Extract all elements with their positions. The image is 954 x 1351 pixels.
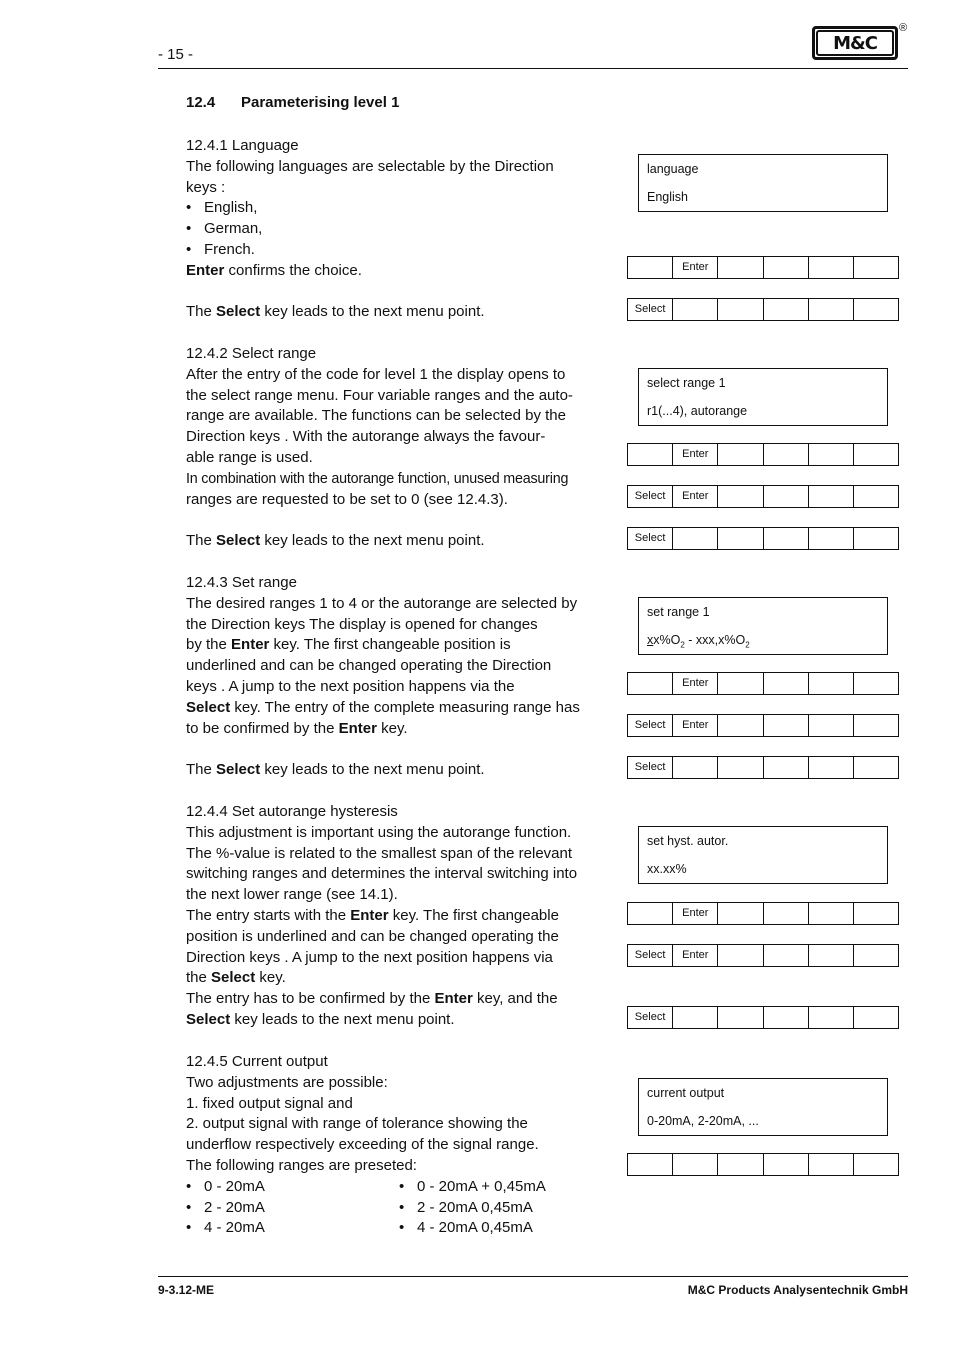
registered-mark: ® <box>899 22 908 34</box>
header-rule <box>158 68 908 69</box>
section-set-range: 12.4.3 Set range The desired ranges 1 to 4 or the autorange are selected by the Direction keys The display is opened for changes by the Enter key. The first changeable position is underlined and can be changed operating the Direction keys . A jump to the next position happens via the Select key. The entry of the complete measuring range has to be confirmed by the Enter key. The Select key leads to the next menu point. <box>186 574 580 779</box>
display-hysteresis: set hyst. autor. xx.xx% <box>638 826 888 884</box>
page-number: - 15 - <box>158 46 194 63</box>
keypad-row <box>627 1153 899 1176</box>
display-select-range: select range 1 r1(...4), autorange <box>638 368 888 426</box>
keypad-row: Enter <box>627 902 899 925</box>
keypad-row: Select <box>627 527 899 550</box>
section-language: 12.4.1 Language The following languages are selectable by the Direction keys : • English, • German, • French. Enter confirms the choice. The Select key leads to the next menu point. <box>186 136 614 323</box>
keypad-row: Select <box>627 1006 899 1029</box>
keypad-row: Enter <box>627 443 899 466</box>
keypad-row: Select <box>627 298 899 321</box>
mc-logo: M&C <box>812 26 898 60</box>
keypad-row: Select <box>627 756 899 779</box>
keypad-row: Select Enter <box>627 714 899 737</box>
keypad-row: Enter <box>627 256 899 279</box>
display-language: language English <box>638 154 888 212</box>
section-autorange-hysteresis: 12.4.4 Set autorange hysteresis This adjustment is important using the autorange function. The %-value is related to the smallest span of the relevant switching ranges and determines the interval switching into the next lower range (see 14.1). The entry starts with the Enter key. The first changeable position is underlined and can be changed operating the Direction keys . A jump to the next position happens via the Select key. The entry has to be confirmed by the Enter key, and the Select key leads to the next menu point. <box>186 803 578 1028</box>
section-heading: 12.4 Parameterising level 1 <box>186 94 400 111</box>
display-current-output: current output 0-20mA, 2-20mA, ... <box>638 1078 888 1136</box>
keypad-row: Select Enter <box>627 485 899 508</box>
section-current-output: 12.4.5 Current output Two adjustments are possible: 1. fixed output signal and 2. output signal with range of tolerance showing the underflow respectively exceeding of the signal range. The following ranges are preseted: • 0 - 20mA • 0 - 20mA + 0,45mA • 2 - 20mA • 2 - 20mA 0,45mA • 4 - 20mA • 4 - 20mA 0,45mA <box>186 1052 614 1239</box>
keypad-row: Select Enter <box>627 944 899 967</box>
document-code: 9-3.12-ME <box>158 1283 215 1297</box>
section-select-range: 12.4.2 Select range After the entry of the code for level 1 the display opens to the select range menu. Four variable ranges and the auto- range are available. The functions can be selected by the Direction keys . With the autorange always the favour- able range is used. In combination with the autorange function, unused measuring ranges are requested to be set to 0 (see 12.4.3). The Select key leads to the next menu point. <box>186 345 573 550</box>
company-name: M&C Products Analysentechnik GmbH <box>687 1283 908 1297</box>
display-set-range: set range 1 $xx\%O_2 - xxx,x\%O_2$ <box>638 597 888 655</box>
footer-rule <box>158 1276 908 1277</box>
keypad-row: Enter <box>627 672 899 695</box>
